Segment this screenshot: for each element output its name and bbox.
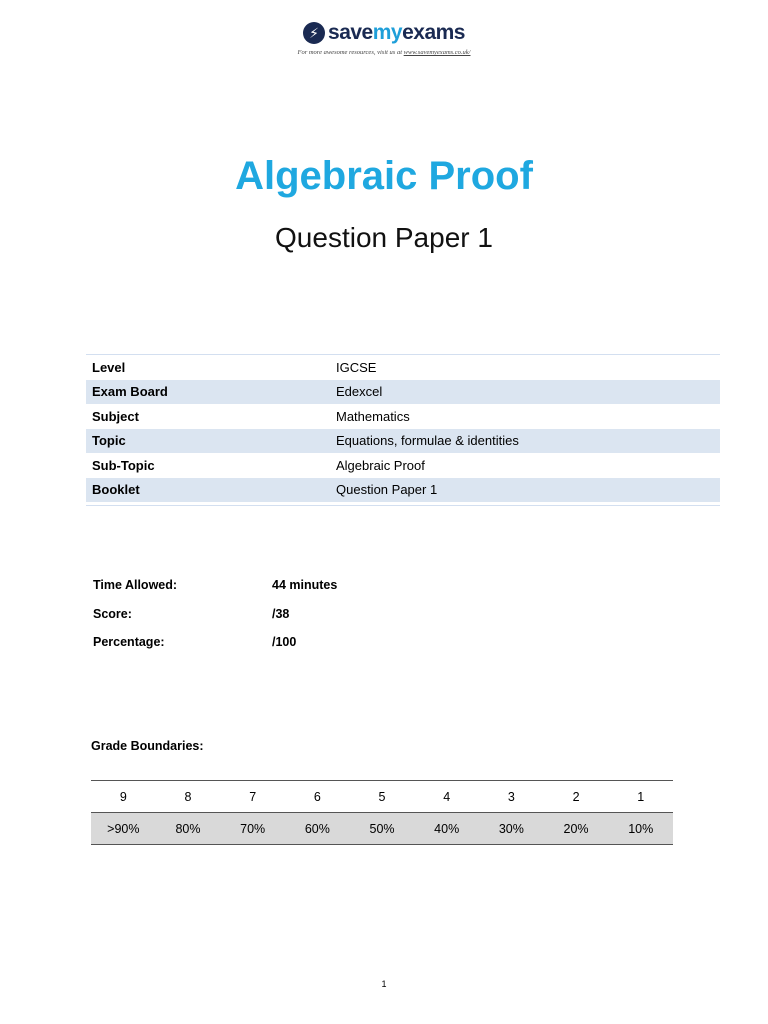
time-allowed [93, 578, 337, 592]
brand-my: my [372, 21, 403, 44]
info-label: Booklet [92, 482, 140, 498]
grade-cell: 1 [637, 789, 645, 804]
grade-cell: 3 [507, 789, 515, 804]
grade-cell: 4 [443, 789, 451, 804]
info-value: Mathematics [336, 408, 410, 424]
percentage-cell: 70% [240, 821, 266, 836]
info-row-booklet [86, 478, 720, 503]
info-value: Algebraic Proof [336, 457, 425, 473]
page-number: 1 [381, 979, 387, 989]
score [93, 607, 289, 621]
grade-row [91, 780, 673, 813]
info-table-bottom-rule [86, 502, 720, 506]
info-row-subject [86, 404, 720, 429]
percentage-cell: 10% [628, 821, 654, 836]
brand-exams: exams [402, 21, 465, 44]
info-value: Equations, formulae & identities [336, 433, 519, 449]
info-value: Question Paper 1 [336, 482, 438, 498]
info-row-sub-topic [86, 453, 720, 478]
info-label: Topic [92, 433, 126, 449]
info-table [86, 354, 720, 506]
percentage-cell: 40% [434, 821, 460, 836]
time-allowed-label: Time Allowed: [93, 578, 178, 592]
grade-cell: 5 [378, 789, 386, 804]
grade-cell: 2 [572, 789, 580, 804]
document-subtitle: Question Paper 1 [275, 222, 493, 253]
info-label: Sub-Topic [92, 457, 155, 473]
percentage-row [91, 813, 673, 845]
grade-boundaries-label: Grade Boundaries: [91, 739, 204, 753]
percentage-cell: 30% [498, 821, 524, 836]
grade-boundaries-table [91, 780, 673, 845]
document-title: Algebraic Proof [235, 154, 533, 198]
info-row-exam-board [86, 380, 720, 405]
brand-wordmark [328, 22, 465, 44]
brand-logo [0, 22, 768, 44]
tagline-link[interactable]: www.savemyexams.co.uk/ [403, 49, 471, 56]
info-row-topic [86, 429, 720, 454]
brand-save: save [328, 21, 373, 44]
grade-cell: 9 [119, 789, 127, 804]
time-allowed-value: 44 minutes [272, 578, 338, 592]
tagline-text: For more awesome resources, visit us at [297, 49, 404, 56]
lightning-bolt-icon: ⚡ [303, 22, 325, 44]
info-value: IGCSE [336, 359, 377, 375]
score-value: /38 [272, 607, 290, 621]
percentage-cell: 80% [175, 821, 201, 836]
grade-cell: 8 [184, 789, 192, 804]
info-label: Subject [92, 408, 139, 424]
percentage-cell: 20% [563, 821, 589, 836]
percentage-cell: >90% [107, 821, 140, 836]
grade-cell: 7 [249, 789, 257, 804]
score-label: Score: [93, 607, 132, 621]
percentage-label: Percentage: [93, 635, 165, 649]
info-value: Edexcel [336, 384, 383, 400]
percentage [93, 635, 296, 649]
tagline [0, 49, 768, 56]
info-label: Level [92, 359, 126, 375]
percentage-value: /100 [272, 635, 297, 649]
grade-cell: 6 [313, 789, 321, 804]
percentage-cell: 50% [369, 821, 395, 836]
info-row-level [86, 355, 720, 380]
percentage-cell: 60% [304, 821, 330, 836]
info-label: Exam Board [92, 384, 168, 400]
